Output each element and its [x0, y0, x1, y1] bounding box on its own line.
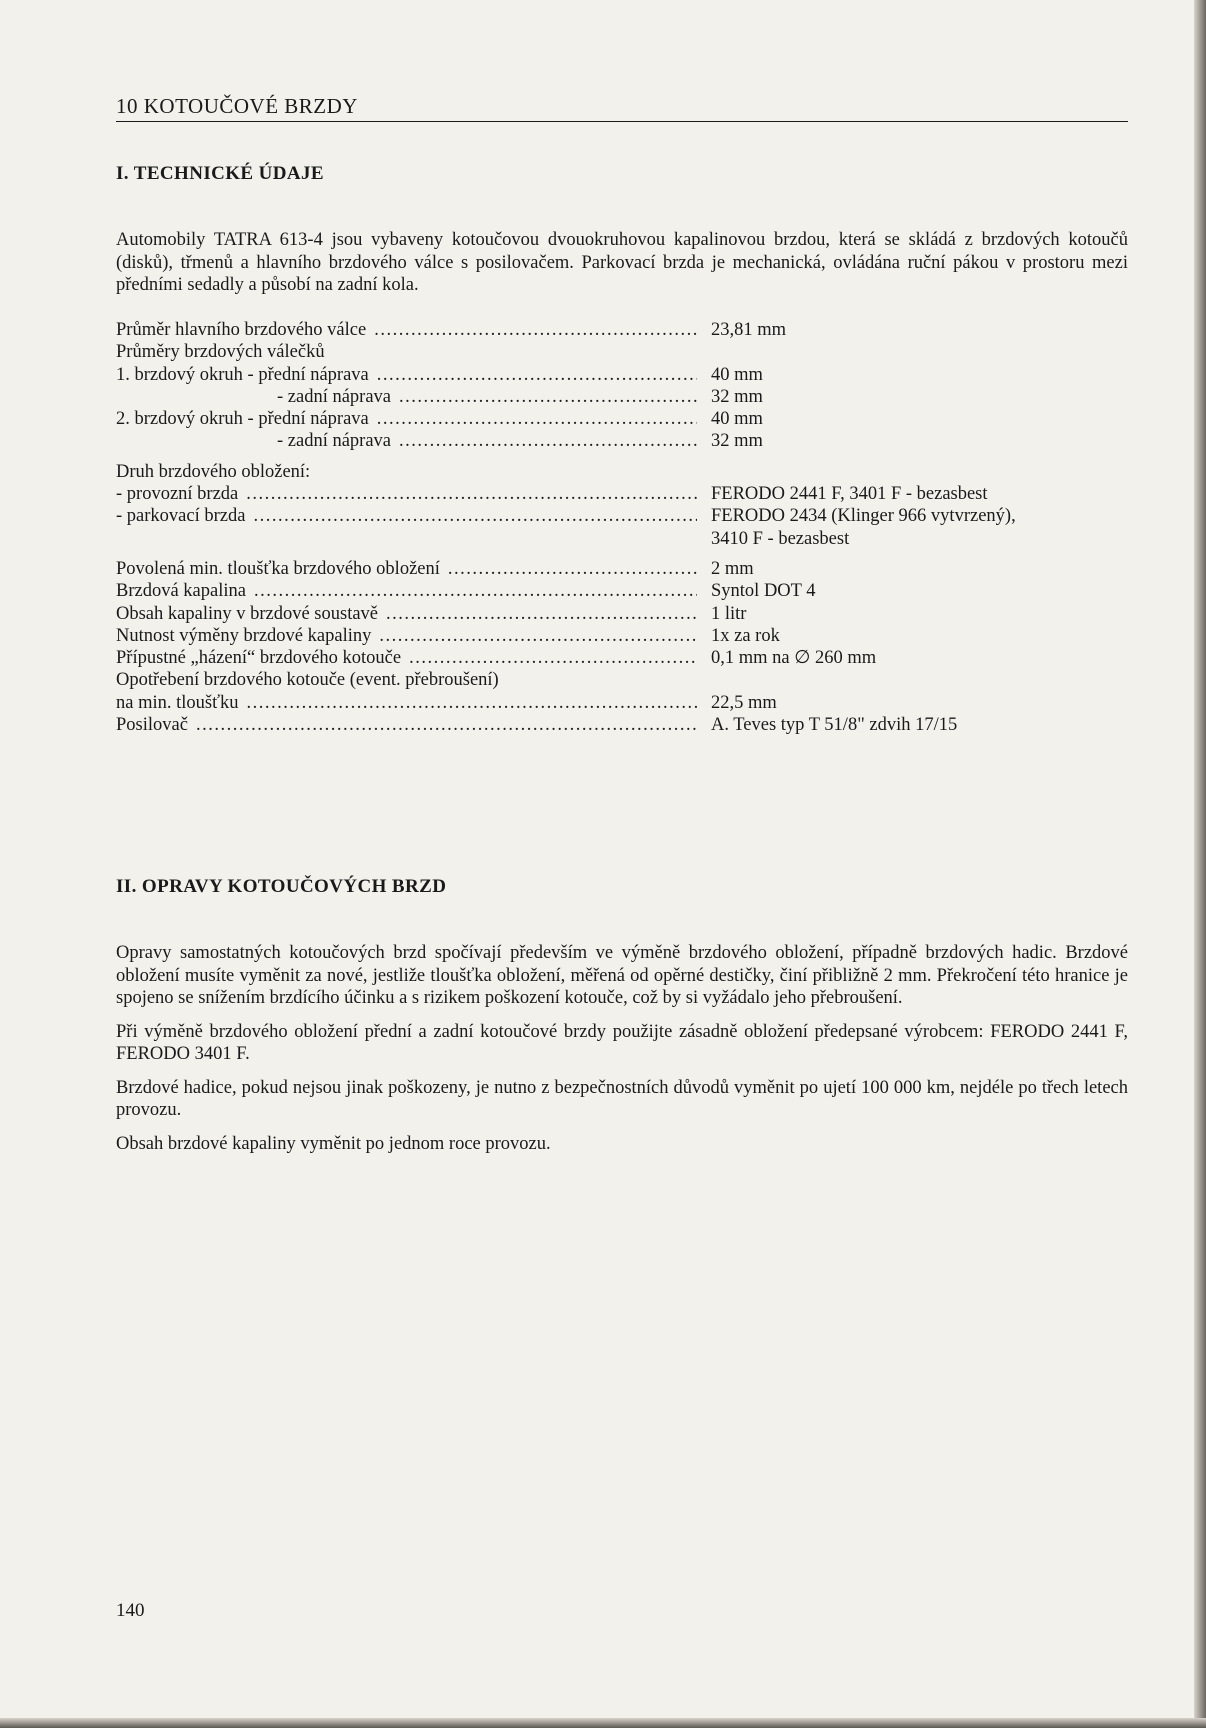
spec-value: 2 mm	[711, 558, 754, 579]
dot-leader	[386, 603, 697, 625]
spec-label: 2. brzdový okruh - přední náprava	[116, 409, 369, 430]
dot-leader	[253, 505, 697, 527]
dot-leader	[196, 714, 697, 736]
spec-table	[116, 319, 1128, 736]
spec-value: 0,1 mm na ∅ 260 mm	[711, 648, 877, 669]
spec-value: 1 litr	[711, 603, 747, 624]
running-header	[116, 94, 1128, 122]
repairs-paragraph: Brzdové hadice, pokud nejsou jinak poškozeny, je nutno z bezpečnostních důvodů vyměnit po ujetí 100 000 km, nejdéle po třech letech provozu.	[116, 1077, 1128, 1120]
spec-value: 40 mm	[711, 364, 763, 385]
spec-label: Druh brzdového obložení:	[116, 461, 311, 482]
spec-row	[116, 319, 1128, 341]
spec-row	[116, 558, 1128, 580]
dot-leader	[377, 364, 697, 386]
spec-label: Průměr hlavního brzdového válce	[116, 320, 367, 340]
spec-row	[116, 386, 1128, 408]
dot-leader	[379, 625, 697, 647]
spec-value: FERODO 2434 (Klinger 966 vytvrzený),	[711, 506, 1016, 527]
spec-label: - provozní brzda	[116, 484, 239, 505]
repairs-paragraph: Obsah brzdové kapaliny vyměnit po jednom roce provozu.	[116, 1133, 551, 1154]
spec-row	[116, 483, 1128, 505]
spec-value: 22,5 mm	[711, 692, 777, 713]
spec-label: - parkovací brzda	[116, 506, 246, 527]
spec-label: Povolená min. tloušťka brzdového obložení	[116, 558, 440, 579]
spec-row	[116, 528, 1128, 550]
spec-row	[116, 430, 1128, 452]
spec-value-continued: 3410 F - bezasbest	[711, 528, 850, 549]
spec-value: 1x za rok	[711, 625, 780, 646]
spec-label: Průměry brzdových válečků	[116, 342, 325, 363]
spec-row	[116, 461, 1128, 483]
spec-label: Přípustné „házení“ brzdového kotouče	[116, 648, 402, 669]
spec-row	[116, 408, 1128, 430]
spec-row	[116, 341, 1128, 363]
spec-value: Syntol DOT 4	[711, 581, 816, 602]
intro-paragraph	[116, 229, 1128, 308]
dot-leader	[247, 692, 698, 714]
spec-row	[116, 364, 1128, 386]
section-heading-repairs: II. OPRAVY KOTOUČOVÝCH BRZD	[116, 876, 447, 897]
repairs-paragraph: Opravy samostatných kotoučových brzd spočívají především ve výměně brzdového obložení, případně brzdových hadic. Brzdové obložení musíte vyměnit za nové, jestliže tloušťka obložení, měřená od opěrné destičky, činí přibližně 2 mm. Překročení této hranice je spojeno se snížením brzdícího účinku a s rizikem poškození kotouče, což by si vyžádalo jeho přebroušení.	[116, 943, 1128, 1008]
dot-leader	[448, 558, 697, 580]
dot-leader	[374, 319, 697, 341]
spacer	[116, 453, 1128, 461]
running-header-text: 10 KOTOUČOVÉ BRZDY	[116, 94, 358, 118]
spec-row	[116, 692, 1128, 714]
spec-value: 32 mm	[711, 431, 763, 452]
repairs-paragraph: Při výměně brzdového obložení přední a zadní kotoučové brzdy použijte zásadně obložení předepsané výrobcem: FERODO 2441 F, FERODO 3401 F.	[116, 1021, 1128, 1064]
spec-value: A. Teves typ T 51/8" zdvih 17/15	[711, 715, 958, 736]
spec-row	[116, 669, 1128, 691]
spec-value: 23,81 mm	[711, 320, 787, 340]
spec-label: Nutnost výměny brzdové kapaliny	[116, 625, 372, 646]
dot-leader	[246, 483, 697, 505]
repairs-paragraphs	[116, 942, 1128, 1166]
page-edge-shadow	[1194, 0, 1206, 1728]
section-heading-technical-data: I. TECHNICKÉ ÚDAJE	[116, 163, 324, 184]
page-bottom-shadow	[0, 1718, 1206, 1728]
dot-leader	[399, 430, 697, 452]
spec-label: na min. tloušťku	[116, 692, 239, 713]
dot-leader	[254, 580, 697, 602]
spec-row	[116, 505, 1128, 527]
spec-row	[116, 647, 1128, 669]
spec-label: - zadní náprava	[277, 431, 392, 452]
spec-label: 1. brzdový okruh - přední náprava	[116, 364, 369, 385]
page-number: 140	[116, 1600, 145, 1621]
spec-row	[116, 603, 1128, 625]
spec-value: 32 mm	[711, 386, 763, 407]
dot-leader	[409, 647, 697, 669]
spec-label: Obsah kapaliny v brzdové soustavě	[116, 603, 379, 624]
spec-label: Posilovač	[116, 715, 188, 736]
spacer	[116, 550, 1128, 558]
spec-row	[116, 714, 1128, 736]
intro-text: Automobily TATRA 613-4 jsou vybaveny kotoučovou dvouokruhovou kapalinovou brzdou, která se skládá z brzdových kotoučů (disků), třmenů a hlavního brzdového válce s posilovačem. Parkovací brzda je mechanická, ovládána ruční pákou v prostoru mezi předními sedadly a působí na zadní kola.	[116, 230, 1128, 295]
spec-label: Brzdová kapalina	[116, 581, 246, 602]
spec-label: Opotřebení brzdového kotouče (event. přebroušení)	[116, 670, 499, 691]
spec-label: - zadní náprava	[277, 386, 392, 407]
spec-value: FERODO 2441 F, 3401 F - bezasbest	[711, 484, 988, 505]
dot-leader	[377, 408, 697, 430]
dot-leader	[399, 386, 697, 408]
spec-row	[116, 580, 1128, 602]
spec-value: 40 mm	[711, 409, 763, 430]
spec-row	[116, 625, 1128, 647]
